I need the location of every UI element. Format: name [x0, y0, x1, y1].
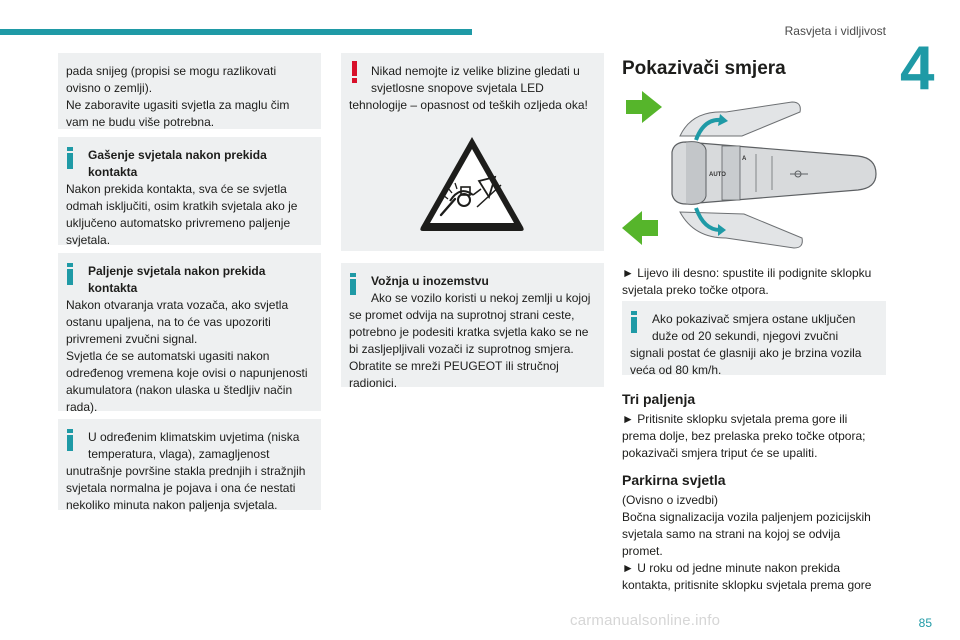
eye-hazard-icon — [417, 133, 527, 233]
svg-text:AUTO: AUTO — [709, 172, 726, 178]
light-stalk-illustration — [622, 90, 880, 260]
three-flashes-text: ► Pritisnite sklopku svjetala prema gore ili prema dolje, bez prelaska preko točke otpora; pokazivači smjera triput će se upaliti. — [622, 412, 866, 460]
running-head: Rasvjeta i vidljivost — [784, 24, 886, 38]
parking-lights-text: (Ovisno o izvedbi) Bočna signalizacija vozila paljenjem pozicijskih svjetala samo na strani na kojoj se odvija promet. ► U roku od jedne minute nakon prekida kontakta, pritisnite sklopku svjetala prema gore — [622, 493, 872, 592]
section-title-turn-signals: Pokazivači smjera — [622, 58, 786, 79]
chapter-number: 4 — [900, 34, 935, 103]
info-lights-off-after-ignition: Gašenje svjetala nakon prekida kontakta Nakon prekida kontakta, sva će se svjetla odmah isključiti, osim kratkih svjetala ako je uključeno automatsko privremeno paljenje svjetala. — [58, 137, 321, 245]
header-accent-bar — [0, 29, 472, 35]
arrow-right-icon — [626, 91, 662, 123]
warning-icon — [351, 61, 359, 83]
info-icon — [66, 263, 74, 285]
watermark: carmanualsonline.info — [570, 612, 721, 629]
svg-text:A: A — [742, 156, 747, 162]
info-driving-abroad: Vožnja u inozemstvu Ako se vozilo koristi u nekoj zemlji u kojoj se promet odvija na suprotnoj strani ceste, potrebno je podesiti kratka svjetla kako se ne bi zasljepljivali vozači iz suprotnog smjera. Obratite se mreži PEUGEOT ili stručnoj radionici. — [341, 263, 604, 387]
info-turn-signal-sound: Ako pokazivač smjera ostane uključen duže od 20 sekundi, njegovi zvučni signali postat će glasniji ako je brzina vozila veća od 80 km/h. — [622, 301, 886, 375]
info-icon — [66, 147, 74, 169]
step-turn-signal-left-right: ► Lijevo ili desno: spustite ili podignite sklopku svjetala preko točke otpora. — [622, 266, 872, 297]
info-icon — [66, 429, 74, 451]
info-condensation: U određenim klimatskim uvjetima (niska temperatura, vlaga), zamagljenost unutrašnje površine stakla prednjih i stražnjih svjetala normalna je pojava i ona će nestati nekoliko minuta nakon paljenja svjetala. — [58, 419, 321, 510]
note-fog-lights: pada snijeg (propisi se mogu razlikovati ovisno o zemlji). Ne zaboravite ugasiti svjetla za maglu čim vam ne budu više potrebna. — [58, 53, 321, 129]
info-lights-on-after-ignition: Paljenje svjetala nakon prekida kontakta Nakon otvaranja vrata vozača, ako svjetla ostanu upaljena, na to će vas upozoriti privremeni zvučni signal. Svjetla će se automatski ugasiti nakon određenog vremena koje ovisi o napunjenosti akumulatora (nakon ulaska u štedljiv način rada). — [58, 253, 321, 411]
info-icon — [630, 311, 638, 333]
section-title-parking-lights: Parkirna svjetla — [622, 472, 726, 488]
page-number: 85 — [918, 616, 932, 630]
section-title-three-flashes: Tri paljenja — [622, 391, 696, 407]
arrow-left-icon — [622, 211, 658, 245]
warning-led-beams: Nikad nemojte iz velike blizine gledati u svjetlosne snopove svjetala LED tehnologije – opasnost od teških ozljeda oka! — [341, 53, 604, 251]
info-icon — [349, 273, 357, 295]
